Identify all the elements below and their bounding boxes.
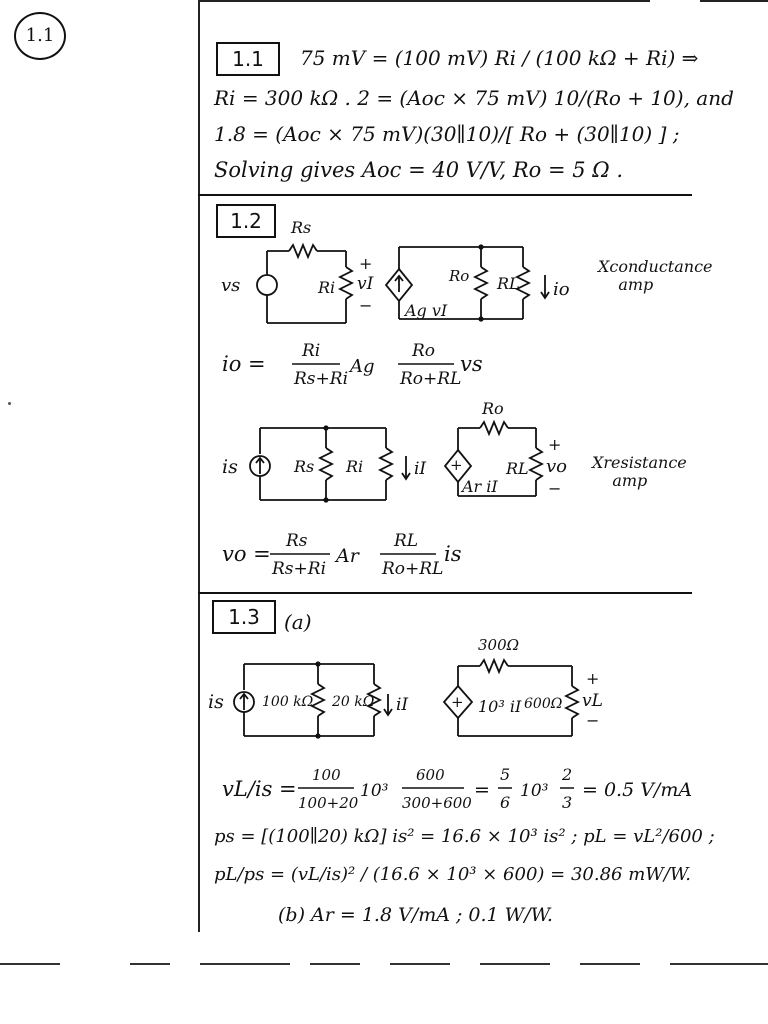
eq-vo-f1-num: Rs bbox=[286, 531, 308, 551]
section-label-1-3: 1.3 bbox=[212, 600, 276, 634]
eq-vo-rhs: is bbox=[444, 542, 462, 566]
s13-eq-ps: ps = [(100∥20) kΩ] is² = 16.6 × 10³ is² ; pL = vL²/600 ; bbox=[214, 826, 715, 847]
eq-vo-mid: Ar bbox=[336, 545, 359, 567]
s13-part-a: (a) bbox=[284, 610, 312, 634]
s11-line-2: Ri = 300 kΩ . 2 = (Aoc × 75 mV) 10/(Ro + 10), and bbox=[214, 86, 734, 110]
vs-label: vs bbox=[221, 275, 241, 296]
vo-plus: + bbox=[548, 435, 562, 454]
s13-part-b: (b) Ar = 1.8 V/mA ; 0.1 W/W. bbox=[278, 904, 553, 926]
section-divider-2 bbox=[198, 592, 692, 594]
eq-vo-lhs: vo = bbox=[222, 542, 271, 566]
transresistance-amp-circuit bbox=[218, 398, 598, 513]
page-margin-line bbox=[198, 0, 200, 932]
eq-vl-rhs: = 0.5 V/mA bbox=[582, 779, 693, 801]
r2-label: 20 kΩ bbox=[332, 694, 375, 710]
vi-minus: − bbox=[359, 296, 373, 315]
bottom-dash bbox=[390, 963, 450, 965]
vo-label: vo bbox=[546, 456, 568, 477]
eq-io-f2-num: Ro bbox=[412, 341, 436, 361]
ro2-label: Ro bbox=[482, 399, 504, 418]
eq-io-f1-num: Ri bbox=[302, 341, 321, 361]
eq-vo-f2-den: Ro+RL bbox=[382, 559, 444, 579]
eq-vl-eq: = bbox=[474, 779, 490, 801]
eq-vo-f2-num: RL bbox=[394, 531, 419, 551]
eq-vl-f4-num: 2 bbox=[562, 765, 573, 784]
dep3-plus: + bbox=[451, 693, 464, 711]
eq-io-rhs: vs bbox=[460, 352, 483, 376]
s13-eq-pl-ps: pL/ps = (vL/is)² / (16.6 × 10³ × 600) = 30.86 mW/W. bbox=[214, 864, 691, 885]
page-top-border-right bbox=[700, 0, 768, 2]
eq-vl-f3-den: 6 bbox=[500, 793, 511, 812]
rl3-label: 600Ω bbox=[524, 696, 563, 712]
eq-vl-f1-num: 100 bbox=[312, 766, 341, 784]
s11-line-4: Solving gives Aoc = 40 V/V, Ro = 5 Ω . bbox=[214, 158, 624, 182]
rs3-label: 300Ω bbox=[478, 636, 520, 654]
vl-plus: + bbox=[586, 669, 600, 688]
eq-vl-f2-num: 600 bbox=[416, 766, 445, 784]
ri-label: Ri bbox=[318, 278, 336, 297]
bottom-dash bbox=[200, 963, 290, 965]
page-label: 1.1 bbox=[14, 12, 66, 60]
vo-minus: − bbox=[548, 479, 562, 498]
eq-vo-f1-den: Rs+Ri bbox=[272, 559, 327, 579]
bottom-dash bbox=[580, 963, 640, 965]
transconductance-note: Xconductance amp bbox=[598, 257, 713, 295]
eq-vo bbox=[222, 524, 542, 584]
dep-plus: + bbox=[450, 456, 463, 474]
bottom-dash bbox=[310, 963, 360, 965]
eq-vl-is bbox=[222, 758, 702, 820]
transconductance-amp-circuit bbox=[215, 215, 605, 340]
io-label: io bbox=[553, 279, 570, 300]
transresistance-note: Xresistance amp bbox=[592, 453, 687, 491]
stray-mark bbox=[8, 402, 11, 405]
eq-io-f1-den: Rs+Ri bbox=[294, 369, 349, 389]
eq-vl-f1-den: 100+20 bbox=[298, 794, 359, 812]
ri2-label: Ri bbox=[346, 457, 364, 476]
bottom-dash bbox=[480, 963, 550, 965]
bottom-dash bbox=[0, 963, 60, 965]
is-label: is bbox=[222, 456, 238, 478]
vl-minus: − bbox=[586, 711, 600, 730]
s11-line-1: 75 mV = (100 mV) Ri / (100 kΩ + Ri) ⇒ bbox=[300, 46, 699, 70]
gm-label: Ag vI bbox=[405, 301, 448, 320]
ar-label: Ar iI bbox=[462, 477, 498, 496]
rs-label: Rs bbox=[291, 218, 312, 237]
eq-vl-f3-num: 5 bbox=[500, 765, 511, 784]
vl-label: vL bbox=[582, 691, 603, 711]
eq-io-lhs: io = bbox=[222, 352, 266, 376]
is3-label: is bbox=[208, 691, 224, 713]
rs2-label: Rs bbox=[294, 457, 315, 476]
rl2-label: RL bbox=[506, 459, 529, 478]
eq-vl-mid2: 10³ bbox=[520, 781, 549, 801]
eq-vl-mid1: 10³ bbox=[360, 781, 389, 801]
bottom-dash bbox=[670, 963, 768, 965]
eq-vl-f4-den: 3 bbox=[562, 793, 573, 812]
page-top-border bbox=[200, 0, 650, 2]
vi-label: vI bbox=[357, 274, 374, 294]
rl-label: RL bbox=[497, 274, 520, 293]
ii-label: iI bbox=[414, 459, 427, 479]
eq-vl-lhs: vL/is = bbox=[222, 777, 297, 801]
section-divider-1 bbox=[198, 194, 692, 196]
s11-line-3: 1.8 = (Aoc × 75 mV)(30∥10)/[ Ro + (30∥10) ] ; bbox=[214, 122, 680, 146]
eq-io bbox=[222, 334, 542, 394]
eq-io-f2-den: Ro+RL bbox=[400, 369, 462, 389]
ii3-label: iI bbox=[396, 695, 409, 715]
section-label-1-2: 1.2 bbox=[216, 204, 276, 238]
section-label-1-1: 1.1 bbox=[216, 42, 280, 76]
eq-io-mid: Ag bbox=[350, 356, 375, 377]
part-a-circuit bbox=[208, 636, 622, 748]
ro-label: Ro bbox=[449, 267, 470, 285]
r1-label: 100 kΩ bbox=[262, 694, 314, 710]
bottom-dash bbox=[130, 963, 170, 965]
dep3-label: 10³ iI bbox=[478, 697, 522, 716]
eq-vl-f2-den: 300+600 bbox=[402, 794, 472, 812]
vi-plus: + bbox=[359, 254, 373, 273]
